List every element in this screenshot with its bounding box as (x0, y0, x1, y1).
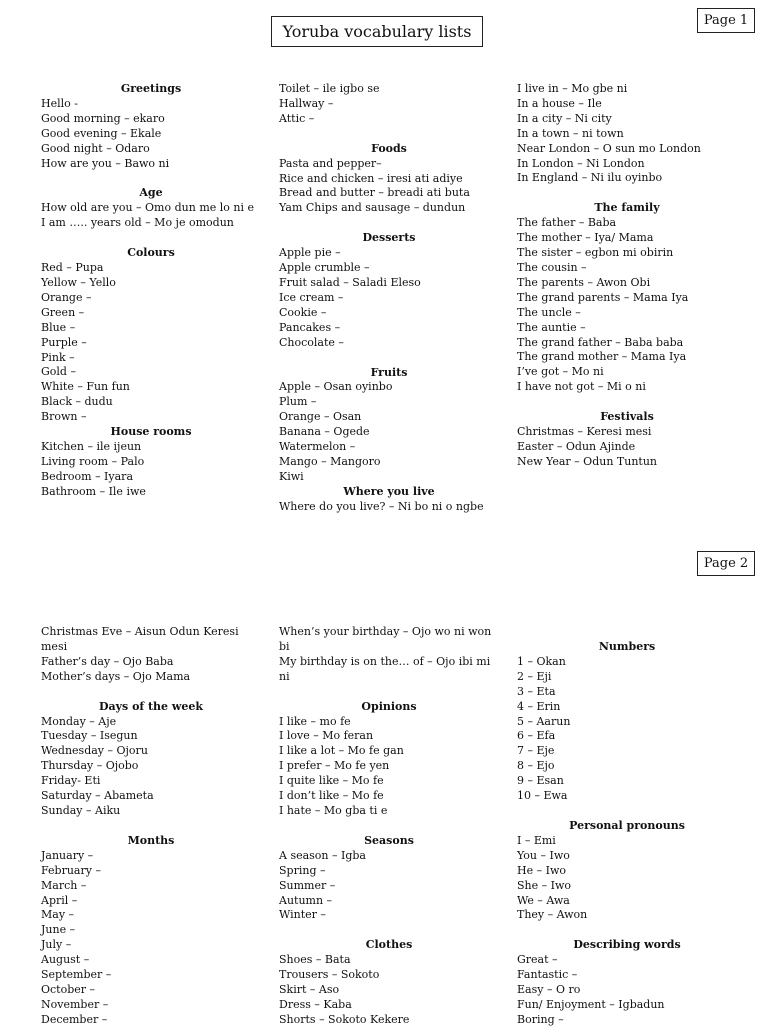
vocab-entry: I like a lot – Mo fe gan (279, 744, 404, 758)
vocab-entry: Brown – (41, 410, 87, 424)
vocab-section (517, 938, 737, 1027)
vocab-entry: October – (41, 982, 96, 996)
page-1-column-2 (279, 82, 499, 515)
vocab-section (279, 700, 499, 819)
vocab-entry: In London – Ni London (517, 156, 645, 170)
vocab-entry: Shoes – Bata (279, 953, 351, 967)
vocab-entry: Kiwi (279, 469, 304, 483)
section-heading: Foods (371, 141, 407, 155)
vocab-entry: Bathroom – Ile iwe (41, 484, 146, 498)
page-1-badge: Page 1 (697, 8, 755, 33)
vocab-entry: Boring – (517, 1012, 564, 1026)
page-1-column-1 (41, 82, 261, 500)
vocab-entry: How are you – Bawo ni (41, 156, 170, 170)
document-title: Yoruba vocabulary lists (271, 16, 483, 47)
vocab-entry: Gold – (41, 365, 76, 379)
vocab-entry: Rice and chicken – iresi ati adiye (279, 171, 463, 185)
vocab-entry: My birthday is on the… of – Ojo ibi mi ni (279, 654, 491, 683)
vocab-section (279, 231, 499, 350)
vocab-entry: Ice cream – (279, 290, 344, 304)
vocab-entry: How old are you – Omo dun me lo ni e (41, 201, 255, 215)
section-heading: The family (594, 201, 660, 215)
vocab-entry: Easy – O ro (517, 983, 581, 997)
vocab-entry: Summer – (279, 878, 336, 892)
vocab-entry: Sunday – Aiku (41, 803, 121, 817)
vocab-entry: Toilet – ile igbo se (279, 82, 380, 95)
vocab-entry: Near London – O sun mo London (517, 141, 701, 155)
vocab-entry: The uncle – (517, 305, 581, 319)
section-heading: Months (127, 833, 175, 847)
vocab-entry: Bread and butter – breadi ati buta (279, 186, 470, 200)
vocab-entry: 4 – Erin (517, 699, 561, 713)
vocab-entry: 6 – Efa (517, 729, 556, 743)
vocab-entry: Yam Chips and sausage – dundun (279, 201, 466, 215)
vocab-entry: I prefer – Mo fe yen (279, 759, 390, 773)
vocab-entry: In England – Ni ilu oyinbo (517, 171, 663, 185)
section-heading: Opinions (361, 699, 417, 713)
vocab-entry: Great – (517, 953, 558, 967)
vocab-entry: April – (41, 893, 78, 907)
section-heading: Where you live (343, 484, 435, 498)
section-heading: Festivals (600, 410, 654, 424)
vocab-entry: 3 – Eta (517, 684, 556, 698)
vocab-entry: 10 – Ewa (517, 789, 568, 803)
vocab-entry: Hello - (41, 96, 78, 110)
vocab-entry: The sister – egbon mi obirin (517, 246, 674, 260)
vocab-entry: New Year – Odun Tuntun (517, 454, 657, 468)
vocab-entry: Thursday – Ojobo (41, 759, 139, 773)
section-heading: Desserts (362, 231, 416, 245)
vocab-entry: Saturday – Abameta (41, 789, 154, 803)
vocab-entry: You – Iwo (517, 848, 570, 862)
vocab-entry: Fun/ Enjoyment – Igbadun (517, 997, 665, 1011)
vocab-section (41, 625, 261, 685)
vocab-section (41, 834, 261, 1028)
vocab-entry: Friday- Eti (41, 774, 101, 788)
page-2-column-2 (279, 625, 499, 1028)
vocab-entry: Easter – Odun Ajinde (517, 439, 636, 453)
vocab-entry: I’ve got – Mo ni (517, 365, 604, 379)
vocab-section (517, 201, 737, 395)
vocab-entry: Good evening – Ekale (41, 126, 162, 140)
vocab-section (279, 142, 499, 217)
vocab-entry: Attic – (279, 111, 315, 125)
vocab-entry: He – Iwo (517, 863, 566, 877)
vocab-entry: I live in – Mo gbe ni (517, 82, 628, 95)
section-heading: Fruits (370, 365, 408, 379)
vocab-entry: White – Fun fun (41, 380, 130, 394)
vocab-section (279, 625, 499, 685)
vocab-entry: Skirt – Aso (279, 983, 340, 997)
vocab-entry: 2 – Eji (517, 669, 552, 683)
vocab-entry: Father’s day – Ojo Baba (41, 654, 174, 668)
vocab-section (41, 246, 261, 425)
section-heading: Clothes (365, 938, 413, 952)
vocab-entry: Autumn – (279, 893, 333, 907)
vocab-entry: In a house – Ile (517, 96, 602, 110)
vocab-entry: December – (41, 1012, 108, 1026)
vocab-section (517, 640, 737, 804)
vocab-section (41, 700, 261, 819)
vocab-entry: In a town – ni town (517, 126, 624, 140)
vocab-entry: 9 – Esan (517, 774, 564, 788)
vocab-entry: Christmas – Keresi mesi (517, 425, 652, 439)
vocab-entry: We – Awa (517, 893, 570, 907)
vocab-entry: Banana – Ogede (279, 425, 370, 439)
vocab-entry: Mango – Mangoro (279, 454, 381, 468)
vocab-entry: I love – Mo feran (279, 729, 374, 743)
vocab-entry: Blue – (41, 320, 76, 334)
vocab-entry: January – (41, 848, 94, 862)
vocab-entry: Wednesday – Ojoru (41, 744, 148, 758)
vocab-entry: February – (41, 863, 101, 877)
vocab-entry: Cookie – (279, 305, 327, 319)
vocab-entry: Yellow – Yello (41, 275, 116, 289)
vocab-entry: Dress – Kaba (279, 997, 352, 1011)
vocab-entry: Where do you live? – Ni bo ni o ngbe (279, 499, 484, 513)
vocab-entry: The mother – Iya/ Mama (517, 231, 654, 245)
vocab-entry: A season – Igba (279, 848, 366, 862)
vocab-entry: Plum – (279, 395, 317, 409)
vocab-entry: She – Iwo (517, 878, 572, 892)
vocab-section (517, 819, 737, 923)
vocab-entry: Fruit salad – Saladi Eleso (279, 275, 421, 289)
vocab-entry: July – (41, 938, 72, 952)
vocab-entry: Hallway – (279, 96, 334, 110)
vocab-entry: Good morning – ekaro (41, 111, 165, 125)
vocab-section (279, 366, 499, 485)
vocab-entry: Pink – (41, 350, 75, 364)
vocab-entry: Fantastic – (517, 968, 578, 982)
vocab-entry: Winter – (279, 908, 326, 922)
vocab-entry: Apple – Osan oyinbo (279, 380, 393, 394)
vocab-entry: Orange – (41, 290, 92, 304)
vocab-section (41, 82, 261, 171)
vocab-entry: Apple crumble – (279, 261, 370, 275)
page-2-badge: Page 2 (697, 551, 755, 576)
vocab-entry: Monday – Aje (41, 714, 117, 728)
vocab-entry: Purple – (41, 335, 87, 349)
vocab-entry: 8 – Ejo (517, 759, 555, 773)
section-heading: Colours (127, 246, 175, 260)
vocab-entry: The grand parents – Mama Iya (517, 290, 689, 304)
vocab-entry: August – (41, 953, 90, 967)
section-heading: Greetings (120, 82, 182, 95)
vocab-entry: Watermelon – (279, 440, 356, 454)
vocab-entry: Red – Pupa (41, 261, 104, 275)
vocab-entry: Christmas Eve – Aisun Odun Keresi mesi (41, 625, 239, 653)
vocab-entry: The grand mother – Mama Iya (517, 350, 687, 364)
vocab-entry: Tuesday – Isegun (41, 729, 138, 743)
vocab-entry: 1 – Okan (517, 654, 566, 668)
vocab-entry: Spring – (279, 863, 326, 877)
vocab-entry: June – (41, 923, 76, 937)
vocab-entry: When’s your birthday – Ojo wo ni won bi (279, 625, 492, 653)
section-heading: Seasons (364, 833, 414, 847)
vocab-entry: I am ….. years old – Mo je omodun (41, 216, 234, 230)
vocab-section (517, 82, 737, 186)
vocab-entry: Pancakes – (279, 320, 341, 334)
vocab-entry: 7 – Eje (517, 744, 555, 758)
vocab-entry: Pasta and pepper– (279, 156, 382, 170)
vocab-entry: The cousin – (517, 260, 587, 274)
vocab-entry: Living room – Palo (41, 454, 145, 468)
vocab-entry: Shorts – Sokoto Kekere (279, 1012, 410, 1026)
vocab-section (279, 485, 499, 515)
vocab-section (279, 82, 499, 127)
vocab-section (41, 186, 261, 231)
vocab-entry: May – (41, 908, 75, 922)
vocab-entry: I have not got – Mi o ni (517, 380, 646, 394)
page-1-column-3 (517, 82, 737, 470)
section-heading: Days of the week (99, 699, 203, 713)
vocab-entry: The grand father – Baba baba (517, 335, 684, 349)
vocab-entry: Trousers – Sokoto (279, 968, 380, 982)
section-heading: Age (139, 186, 163, 200)
vocab-entry: Kitchen – ile ijeun (41, 439, 142, 453)
vocab-entry: I don’t like – Mo fe (279, 789, 384, 803)
vocab-entry: I like – mo fe (279, 714, 351, 728)
vocab-entry: March – (41, 878, 87, 892)
page-2-column-1 (41, 625, 261, 1028)
vocab-entry: Chocolate – (279, 335, 344, 349)
section-heading: Describing words (573, 938, 681, 952)
vocab-entry: In a city – Ni city (517, 111, 612, 125)
vocab-section (279, 834, 499, 923)
vocab-entry: Good night – Odaro (41, 141, 150, 155)
vocab-entry: The auntie – (517, 320, 586, 334)
vocab-section (41, 425, 261, 500)
section-heading: Numbers (598, 640, 656, 653)
vocab-entry: 5 – Aarun (517, 714, 571, 728)
vocab-entry: Black – dudu (41, 395, 113, 409)
vocab-section (517, 410, 737, 470)
page-2-column-3 (517, 640, 737, 1028)
vocab-entry: I hate – Mo gba ti e (279, 803, 388, 817)
vocab-entry: Apple pie – (279, 246, 341, 260)
vocab-entry: The father – Baba (517, 216, 617, 230)
vocab-entry: Bedroom – Iyara (41, 469, 133, 483)
vocab-entry: Green – (41, 305, 85, 319)
vocab-entry: The parents – Awon Obi (517, 275, 651, 289)
vocab-entry: They – Awon (517, 908, 588, 922)
section-heading: Personal pronouns (569, 818, 685, 832)
vocab-entry: September – (41, 968, 112, 982)
vocab-section (279, 938, 499, 1027)
vocab-entry: Mother’s days – Ojo Mama (41, 669, 191, 683)
vocab-entry: I – Emi (517, 833, 556, 847)
vocab-entry: November – (41, 997, 109, 1011)
vocab-entry: Orange – Osan (279, 410, 362, 424)
section-heading: House rooms (110, 425, 192, 439)
vocab-entry: I quite like – Mo fe (279, 774, 384, 788)
